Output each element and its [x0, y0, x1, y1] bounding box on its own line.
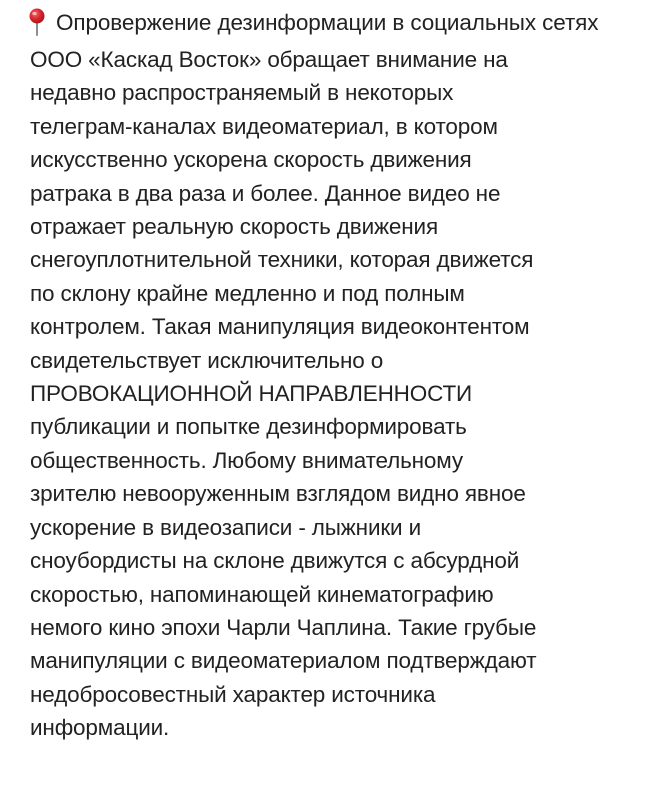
round-pushpin-icon [26, 8, 48, 36]
post-title-row [26, 6, 632, 39]
post-title: Опровержение дезинформации в социальных сетях [56, 10, 599, 35]
post-body-text: ООО «Каскад Восток» обращает внимание на недавно распространяемый в некоторых телеграм-каналах видеоматериал, в котором искусственно ускорена скорость движения ратрака в два раза и более. Данное видео не отражает реальную скорость движения снегоуплотнительной техники, которая движется по склону крайне медленно и под полным контролем. Такая манипуляция видеоконтентом свидетельствует исключительно о ПРОВОКАЦИОННОЙ НАПРАВЛЕННОСТИ публикации и попытке дезинформировать общественность. Любому внимательному зрителю невооруженным взглядом видно явное ускорение в видеозаписи - лыжники и сноубордисты на склоне движутся с абсурдной скоростью, напоминающей кинематографию немого кино эпохи Чарли Чаплина. Такие грубые манипуляции с видеоматериалом подтверждают недобросовестный характер источника информации. [30, 47, 537, 741]
